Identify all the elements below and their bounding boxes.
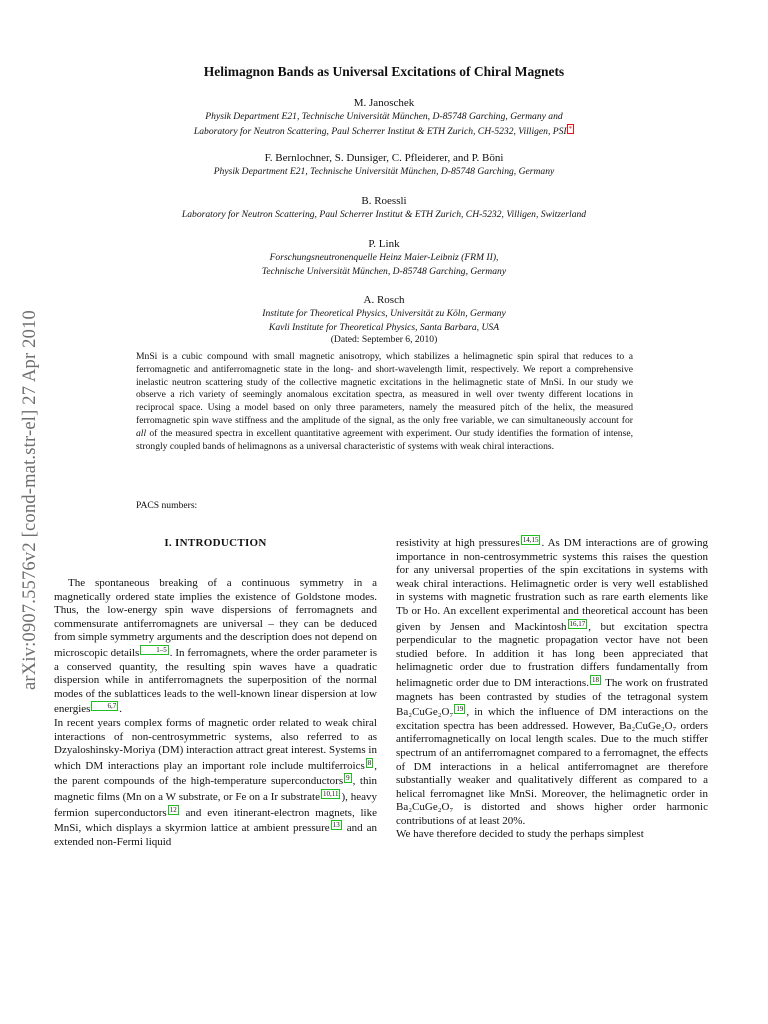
left-column [54,577,377,849]
affiliation-text: Laboratory for Neutron Scattering, Paul Scherrer Institut & ETH Zurich, CH-5232, Villigen, PSI [193,125,567,137]
date-line: (Dated: September 6, 2010) [330,334,438,345]
affiliation-line: Laboratory for Neutron Scattering, Paul Scherrer Institut & ETH Zurich, CH-5232, Villigen, Switzerland [181,209,587,220]
abstract-text: MnSi is a cubic compound with small magnetic anisotropy, which stabilizes a helimagnetic spin spiral that reduces to a ferromagnetic and antiferromagnetic state in the long- and short-wavelength limit, respectively. We report a comprehensive inelastic neutron scattering study of the collective magnetic excitations in the helimagnetic state of MnSi. In our study we observe a rich variety of seemingly anomalous excitation spectra, as measured in well over twenty different locations in reciprocal space. Using a model based on only three parameters, namely the measured pitch of the helix, the measured ferromagnetic spin wave stiffness and the amplitude of the signal, as the only free variable, we can simultaneously account for [136,351,633,426]
affiliation-block [0,307,768,334]
abstract-text: of the measured spectra in excellent quantitative agreement with experiment. Our study identifies the formation of intense, strongly coupled bands of helimagnons as a universal characteristic of systems with weak chiral interactions. [136,427,633,452]
affiliation-block [0,251,768,278]
paragraph [54,577,377,717]
affiliation-block [0,208,768,222]
body-text: . As DM interactions are of growing importance in non-centrosymmetric systems this raises the question for any universal properties of the spin excitations in systems with weak chiral interactions. Helimagnetic order is very well established in systems with magnetic frustration such as rare earth elements like Tb or Ho. An excellent experimental and theoretical account has been given by Jensen and Mackintosh [396,537,708,633]
body-text: The work on frustrated magnets has been contrasted by studies of the tetragonal system Ba₂CuGe₂O₇ [396,676,708,719]
affiliation-line: Physik Department E21, Technische Universität München, D-85748 Garching, Germany [213,166,555,177]
body-text: , in which the influence of DM interactions on the excitation spectra has been addressed. However, Ba₂CuGe₂O₇ orders antiferromagnetically on local length scales. Due to the much stiffer spectrum of an antiferromagnet compared to a ferromagnet, the effects of DM interactions in a helical antiferromagnet are therefore substantially weaker and qualitatively different as compared to a helical ferromagnet like MnSi. Moreover, the helimagnetic order in Ba₂CuGe₂O₇ is distorted and shows higher order harmonic contributions of at least 20%. [396,706,708,827]
citation-link[interactable]: 8 [367,758,372,767]
body-text: ), heavy fermion superconductors [54,790,377,819]
paragraph [54,717,377,849]
body-text: and even itinerant-electron magnets, like MnSi, which displays a skyrmion lattice at ambient pressure [54,806,377,835]
author-line: B. Roessli [361,195,407,207]
paragraph [396,535,708,828]
paper-title: Helimagnon Bands as Universal Excitations of Chiral Magnets [203,64,565,79]
affiliation-block [0,165,768,179]
body-text: , but excitation spectra perpendicular to the magnetic propagation vector have not been studied before. In addition it has long been appreciated that helimagnetic order due to frustration differs fundamentally from helimagnetic order due to DM interactions. [396,620,709,689]
body-text: . [119,703,122,716]
citation-link[interactable]: 16,17 [569,619,586,628]
section-heading: I. INTRODUCTION [164,537,267,549]
citation-link[interactable]: 6,7 [91,701,118,711]
body-text: and an extended non-Fermi liquid [54,822,378,848]
citation-link[interactable]: 18 [591,675,599,684]
footnote-link[interactable]: * [568,124,573,133]
body-text: In recent years complex forms of magnetic order related to weak chiral interactions of non-centrosymmetric systems, also referred to as Dzyaloshinsky-Moriya (DM) interaction attract great interest. Systems in which DM interactions play an important role include multiferroics [54,716,377,772]
citation-link[interactable]: 13 [332,821,340,830]
author-line: A. Rosch [363,294,405,306]
affiliation-line: Technische Universität München, D-85748 Garching, Germany [261,265,507,277]
abstract-emphasis: all [136,427,147,439]
body-text: The spontaneous breaking of a continuous symmetry in a magnetically ordered state implies the existence of Goldstone modes. Thus, the low-energy spin wave dispersions of ferromagnets and commensurate antiferromagnets are universal – they can be deduced from simple symmetry arguments and the description does not depend on microscopic details [54,577,378,659]
author-line: P. Link [368,238,400,250]
pacs-numbers: PACS numbers: [136,500,198,511]
citation-link[interactable]: 1–5 [140,645,169,655]
affiliation-block [0,110,768,138]
author-line: F. Bernlochner, S. Dunsiger, C. Pfleiderer, and P. Böni [264,152,504,164]
citation-link[interactable]: 19 [456,705,464,714]
affiliation-line: Physik Department E21, Technische Universität München, D-85748 Garching, Germany and [205,111,563,122]
citation-link[interactable]: 14,15 [522,536,539,544]
citation-link[interactable]: 9 [346,774,350,783]
body-text: , thin magnetic films (Mn on a W substrate, or Fe on a Ir substrate [54,775,377,803]
affiliation-line: Institute for Theoretical Physics, Universität zu Köln, Germany [262,308,506,319]
body-text: . In ferromagnets, where the order parameter is a conserved quantity, the resulting spin waves have a quadratic dispersion while in antiferromagnets the superposition of the normal modes of the sublattices leads to the well-known linear dispersion at low energies [54,646,377,716]
affiliation-line: Kavli Institute for Theoretical Physics, Santa Barbara, USA [268,321,500,333]
arxiv-identifier: arXiv:0907.5576v2 [cond-mat.str-el] 27 Apr 2010 [20,310,40,690]
affiliation-line: Forschungsneutronenquelle Heinz Maier-Leibniz (FRM II), [269,252,499,263]
body-text: resistivity at high pressures [396,537,520,549]
affiliation-line [0,124,768,139]
body-text: We have therefore decided to study the perhaps simplest [396,828,644,841]
abstract [136,351,633,453]
body-text: , the parent compounds of the high-temperature superconductors [54,759,377,788]
citation-link[interactable]: 12 [169,805,177,814]
right-column [396,535,708,842]
author-line: M. Janoschek [353,97,415,109]
citation-link[interactable]: 10,11 [322,789,339,798]
paragraph [396,828,708,842]
